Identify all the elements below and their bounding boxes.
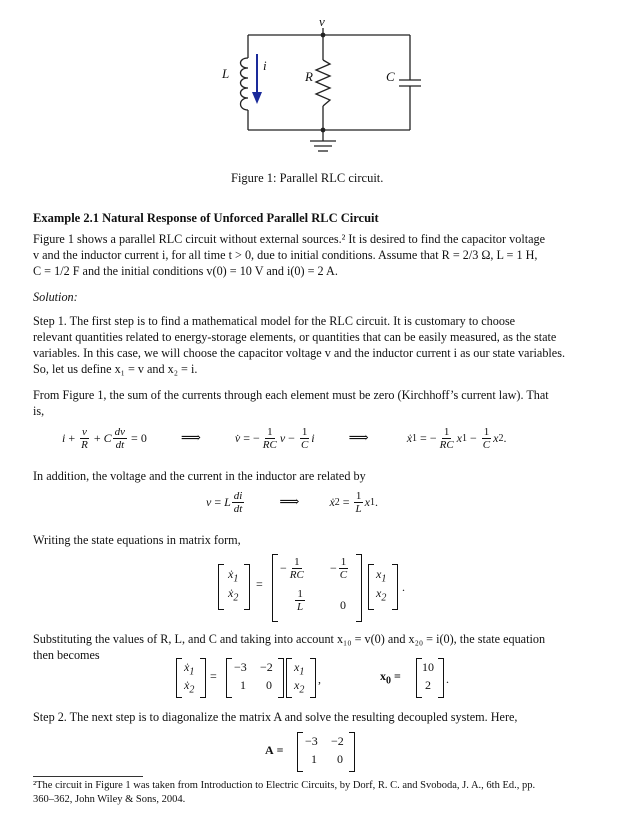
circuit-diagram — [0, 0, 617, 200]
current-arrow — [252, 54, 262, 104]
inductor-coil — [241, 58, 249, 110]
a12: −2 — [331, 734, 344, 748]
step1-line1: Step 1. The first step is to find a mathematical model for the RLC circuit. It is customary to choose — [33, 314, 516, 328]
para1-line2: v and the inductor current i, for all time t > 0, due to initial conditions. Assume that R = 2/3 Ω, L = 1 H, — [33, 248, 538, 262]
step1-line3: variables. In this case, we will choose the capacitor voltage v and the inductor current i as our state variables. — [33, 346, 565, 360]
num-a22: 0 — [266, 678, 272, 692]
equation-text-store — [33, 806, 593, 816]
inductor-equation: v = L $\frac{di}{dt}$ ⟹ ẋ 2 = $\frac{1}{L}$ x 1 . — [206, 490, 378, 515]
kcl-text: i + v/R + C dv/dt = 0 ⟹ v̇ = −(1/RC) v − (1/C) i ⟹ ẋ₁ = −(1/RC) x₁ − (1/C) x₂. — [33, 806, 66, 807]
matrix-text: Writing the state equations in matrix form, — [33, 533, 241, 547]
num-a12: −2 — [260, 660, 273, 674]
subst-line1: Substituting the values of R, L, and C and taking into account x₁₀ = v(0) and x₂₀ = i(0), the state equation — [33, 632, 546, 646]
inductor-text: In addition, the voltage and the current in the inductor are related by — [33, 469, 366, 483]
a22: 0 — [337, 752, 343, 766]
step2-text: Step 2. The next step is to diagonalize the matrix A and solve the resulting decoupled system. Here, — [33, 710, 518, 724]
capacitor-label: C — [386, 69, 395, 84]
step1-line2: relevant quantities related to energy-storage elements, or quantities that can be easily measured, as the state — [33, 330, 557, 344]
inductor-label: L — [222, 66, 230, 81]
solution-label: Solution: — [33, 290, 78, 304]
footnote-rule — [33, 776, 143, 777]
bottom-node — [321, 128, 326, 133]
a11: −3 — [305, 734, 318, 748]
current-label: i — [263, 58, 267, 73]
x0-2: 2 — [425, 678, 431, 692]
state-matrix-equation: ẋ$_1$ ẋ$_2$ = − $\frac{1}{RC}$ − $\frac{1}{C}$ $\frac{1}{L}$ 0 $x_1$ $x_2$ . — [218, 554, 438, 620]
para1-line1: Figure 1 shows a parallel RLC circuit without external sources.² It is desired to find the capacitor voltage — [33, 232, 545, 246]
subst-line2: then becomes — [33, 648, 100, 662]
figure-caption: Figure 1: Parallel RLC circuit. — [231, 171, 384, 185]
a21: 1 — [311, 752, 317, 766]
step1-line4: So, let us define x₁ = v and x₂ = i. — [33, 362, 198, 376]
example-title: Example 2.1 Natural Response of Unforced Parallel RLC Circuit — [33, 211, 379, 225]
x0-1: 10 — [422, 660, 434, 674]
resistor-zigzag — [316, 60, 330, 106]
num-a11: −3 — [234, 660, 247, 674]
inductor-eq-text: v = L di/dt ⟹ ẋ₂ = (1/L) x₁. — [65, 806, 78, 807]
state-m11: −1/RC — [77, 806, 81, 807]
num-a21: 1 — [240, 678, 246, 692]
para1-line3: C = 1/2 F and the initial conditions v(0) = 10 V and i(0) = 2 A. — [33, 264, 338, 278]
resistor-label: R — [305, 69, 313, 84]
state-m12: −1/C — [80, 806, 83, 807]
kcl-line1: From Figure 1, the sum of the currents through each element must be zero (Kirchhoff’s current law). That — [33, 388, 549, 402]
state-m21: 1/L — [82, 806, 85, 807]
kcl-line2: is, — [33, 404, 45, 418]
state-matrix-zero: 0 — [340, 598, 346, 612]
voltage-label: v — [319, 14, 325, 29]
a-matrix-equation: A = −3 −2 1 0 — [265, 732, 385, 772]
top-node — [321, 33, 326, 38]
footnote-line2: 360–362, John Wiley & Sons, 2004. — [33, 794, 186, 805]
numeric-equation: ẋ$_1$ ẋ$_2$ = −3 −2 1 0 $x_1$ $x_2$ , $x_0$ = 10 2 . — [176, 658, 476, 698]
kcl-equation: i + $\frac{v}{R}$ + C $\frac{dv}{dt}$ = 0 ⟹ v̇ = − $\frac{1}{RC}$ v − $\frac{1}{C}$ i ⟹ ẋ 1 = − $\frac{1}{RC}$ x 1 − $\frac{1}{C}$ x 2 . — [62, 426, 507, 451]
footnote-line1: ²The circuit in Figure 1 was taken from Introduction to Electric Circuits, by Dorf, R. C. and Svoboda, J. A., 6th Ed., pp. — [33, 780, 536, 791]
